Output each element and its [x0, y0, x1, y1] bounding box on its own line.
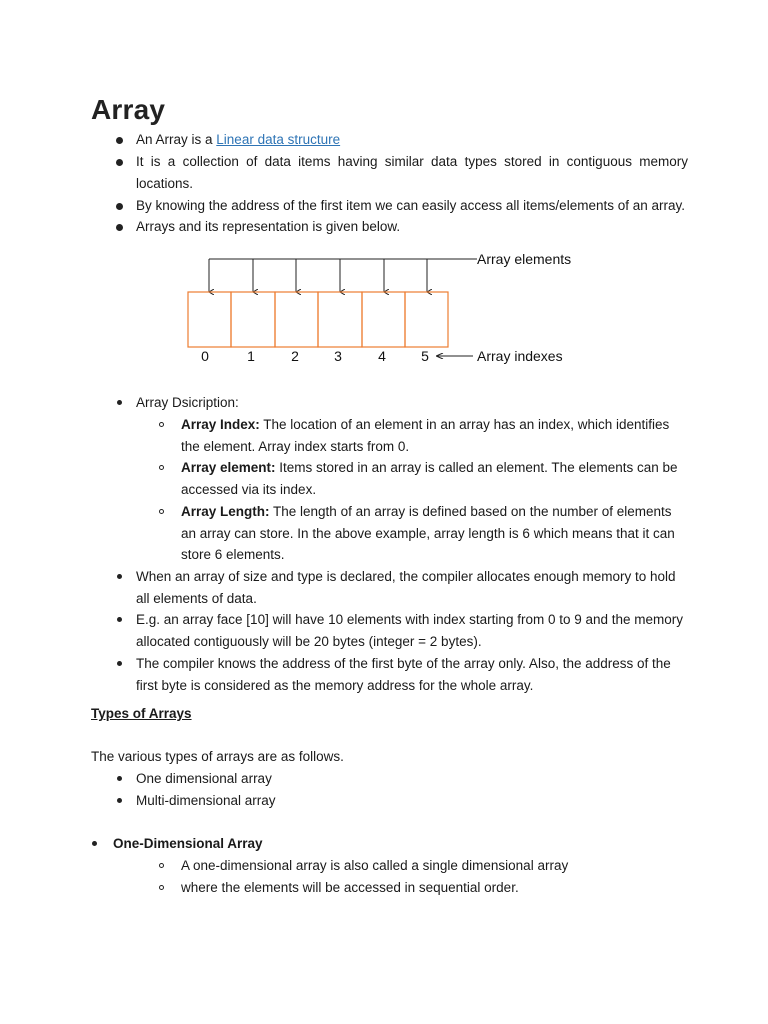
desc-term: Array Length:: [181, 504, 270, 519]
intro-bullet-3: By knowing the address of the first item we can easily access all items/elements of an array.: [136, 198, 685, 213]
sub-bullet-icon: [159, 465, 164, 470]
bullet-icon: [116, 159, 123, 166]
intro-bullet-1-text: An Array is a: [136, 132, 217, 147]
bullet-icon: [116, 137, 123, 144]
description-label: Array Dsicription:: [136, 395, 239, 410]
desc-item-array-index: [181, 414, 689, 457]
bullet-icon: [117, 617, 122, 622]
array-cell: [318, 292, 362, 347]
linear-data-structure-link[interactable]: Linear data structure: [216, 132, 341, 147]
one-dim-item: A one-dimensional array is also called a single dimensional array: [181, 858, 569, 873]
index-label: 1: [247, 348, 255, 364]
bullet-icon: [116, 224, 123, 231]
bullet-icon: [117, 400, 122, 405]
index-label: 0: [201, 348, 209, 364]
desc-text: Items stored in an array is called an element. The elements can be accessed via its index.: [181, 460, 678, 497]
note-2: E.g. an array face [10] will have 10 elements with index starting from 0 to 9 and the memory allocated contiguously will be 20 bytes (integer = 2 bytes).: [136, 612, 684, 649]
note-1: When an array of size and type is declared, the compiler allocates enough memory to hold all elements of data.: [136, 569, 676, 606]
desc-text: The location of an element in an array has an index, which identifies the element. Array index starts from 0.: [181, 417, 670, 454]
sub-bullet-icon: [159, 863, 164, 868]
bullet-icon: [117, 661, 122, 666]
array-cell: [362, 292, 405, 347]
intro-bullet-1: [136, 129, 696, 151]
index-label: 2: [291, 348, 299, 364]
bullet-icon: [92, 841, 97, 846]
bullet-icon: [117, 574, 122, 579]
bullet-icon: [117, 798, 122, 803]
bullet-icon: [117, 776, 122, 781]
sub-bullet-icon: [159, 885, 164, 890]
array-diagram: [175, 248, 605, 368]
desc-text: The length of an array is defined based on the number of elements an array can store. In the above example, array length is 6 which means that it can store 6 elements.: [181, 504, 675, 563]
bullet-icon: [116, 203, 123, 210]
types-item: Multi-dimensional array: [136, 793, 276, 808]
array-cell: [188, 292, 231, 347]
intro-bullet-4: Arrays and its representation is given below.: [136, 219, 401, 234]
intro-bullet-2: It is a collection of data items having similar data types stored in contiguous memory locations.: [136, 154, 688, 191]
index-label: 3: [334, 348, 342, 364]
desc-term: Array Index:: [181, 417, 260, 432]
page-title: Array: [91, 94, 166, 125]
array-indexes-label: Array indexes: [477, 348, 563, 364]
array-cell: [231, 292, 275, 347]
sub-bullet-icon: [159, 509, 164, 514]
types-intro: The various types of arrays are as follows.: [91, 749, 344, 764]
index-label: 5: [421, 348, 429, 364]
sub-bullet-icon: [159, 422, 164, 427]
one-dim-heading: One-Dimensional Array: [113, 836, 263, 851]
array-cell: [405, 292, 448, 347]
index-label: 4: [378, 348, 386, 364]
array-boxes: [188, 292, 448, 347]
desc-term: Array element:: [181, 460, 276, 475]
array-cell: [275, 292, 318, 347]
types-item: One dimensional array: [136, 771, 272, 786]
types-heading: Types of Arrays: [91, 706, 192, 721]
desc-item-array-element: [181, 457, 689, 500]
desc-item-array-length: [181, 501, 689, 566]
array-elements-label: Array elements: [477, 251, 572, 267]
one-dim-item: where the elements will be accessed in sequential order.: [181, 880, 519, 895]
note-3: The compiler knows the address of the first byte of the array only. Also, the address of the first byte is considered as the memory address for the whole array.: [136, 656, 671, 693]
